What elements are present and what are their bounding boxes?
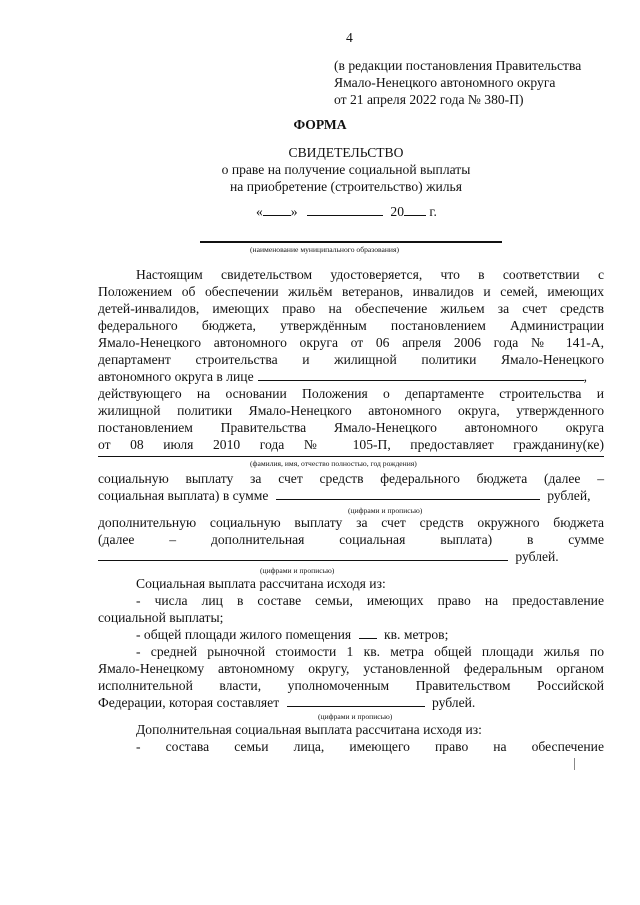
calc-heading: Социальная выплата рассчитана исходя из: bbox=[136, 576, 386, 591]
year-prefix: 20 bbox=[390, 204, 404, 219]
page-number: 4 bbox=[346, 30, 353, 45]
paragraph-line: Положением об обеспечении жильём ветеранов, инвалидов и семей, имеющих bbox=[98, 284, 604, 299]
calc-item bbox=[98, 695, 475, 711]
regional-line: дополнительную социальную выплату за счет средств окружного бюджета bbox=[98, 515, 604, 530]
extra-calc-item: - состава семьи лица, имеющего право на обеспечение bbox=[136, 739, 604, 754]
scan-mark bbox=[574, 758, 575, 770]
regional-line bbox=[98, 549, 559, 565]
regional-amount-blank bbox=[98, 549, 508, 561]
federal-line bbox=[98, 488, 604, 504]
calc-item: Ямало-Ненецкому автономному округу, установленной федеральным органом bbox=[98, 661, 604, 676]
federal-amount-blank bbox=[276, 488, 540, 500]
open-quote: « bbox=[256, 204, 263, 219]
federal-line: социальную выплату за счет средств федерального бюджета (далее – bbox=[98, 471, 604, 486]
paragraph-text: автономного округа в лице bbox=[98, 369, 254, 384]
paragraph-line bbox=[98, 369, 587, 385]
calc-text: рублей. bbox=[431, 695, 476, 710]
title-line: о праве на получение социальной выплаты bbox=[221, 162, 471, 177]
calc-item: социальной выплаты; bbox=[98, 610, 224, 625]
calc-item bbox=[136, 627, 448, 643]
calc-item: - числа лиц в составе семьи, имеющих право на предоставление bbox=[136, 593, 604, 608]
regional-caption: (цифрами и прописью) bbox=[260, 566, 335, 575]
title-line: на приобретение (строительство) жилья bbox=[230, 179, 462, 194]
area-blank bbox=[359, 627, 377, 639]
calc-item: исполнительной власти, уполномоченным Правительством Российской bbox=[98, 678, 604, 693]
paragraph-line: федерального бюджета, утверждённым постановлением Администрации bbox=[98, 318, 604, 333]
calc-item: - средней рыночной стоимости 1 кв. метра общей площади жилья по bbox=[136, 644, 604, 659]
fio-caption: (фамилия, имя, отчество полностью, год рождения) bbox=[250, 459, 417, 468]
regional-line: (далее – дополнительная социальная выплата) в сумме bbox=[98, 532, 604, 547]
paragraph-line: департамент строительства и жилищной политики Ямало-Ненецкого bbox=[98, 352, 604, 367]
year-suffix: г. bbox=[426, 204, 437, 219]
date-line bbox=[256, 204, 437, 220]
recipient-line bbox=[98, 456, 604, 457]
regional-currency: рублей. bbox=[515, 549, 559, 564]
federal-currency: рублей, bbox=[547, 488, 591, 503]
municipality-caption: (наименование муниципального образования) bbox=[250, 245, 399, 254]
cost-caption: (цифрами и прописью) bbox=[318, 712, 393, 721]
form-label: ФОРМА bbox=[293, 117, 347, 132]
municipality-line bbox=[200, 241, 502, 243]
revision-note-line: от 21 апреля 2022 года № 380-П) bbox=[334, 92, 524, 107]
comma: , bbox=[583, 369, 588, 384]
paragraph-line: Ямало-Ненецкого автономного округа от 06 апреля 2006 года № 141-А, bbox=[98, 335, 604, 350]
paragraph-line: действующего на основании Положения о департаменте строительства и bbox=[98, 386, 604, 401]
day-blank bbox=[263, 204, 291, 216]
representative-blank bbox=[258, 369, 584, 381]
paragraph-line: детей-инвалидов, имеющих право на обеспечение жильем за счет средств bbox=[98, 301, 604, 316]
paragraph-line: Настоящим свидетельством удостоверяется, что в соответствии с bbox=[136, 267, 604, 282]
year-blank bbox=[404, 204, 426, 216]
calc-text: Федерации, которая составляет bbox=[98, 695, 280, 710]
federal-text: социальная выплата) в сумме bbox=[98, 488, 269, 503]
paragraph-line: постановлением Правительства Ямало-Ненецкого автономного округа bbox=[98, 420, 604, 435]
federal-caption: (цифрами и прописью) bbox=[348, 506, 423, 515]
paragraph-line: жилищной политики Ямало-Ненецкого автономного округа, утвержденного bbox=[98, 403, 604, 418]
cost-blank bbox=[287, 695, 425, 707]
extra-calc-heading: Дополнительная социальная выплата рассчитана исходя из: bbox=[136, 722, 482, 737]
close-quote: » bbox=[290, 204, 298, 219]
month-blank bbox=[307, 204, 383, 216]
title-line: СВИДЕТЕЛЬСТВО bbox=[288, 145, 404, 160]
revision-note-line: (в редакции постановления Правительства bbox=[334, 58, 582, 73]
paragraph-line: от 08 июля 2010 года № 105-П, предоставляет гражданину(ке) bbox=[98, 437, 604, 452]
calc-text: кв. метров; bbox=[384, 627, 449, 642]
revision-note-line: Ямало-Ненецкого автономного округа bbox=[334, 75, 556, 90]
calc-text: - общей площади жилого помещения bbox=[136, 627, 352, 642]
